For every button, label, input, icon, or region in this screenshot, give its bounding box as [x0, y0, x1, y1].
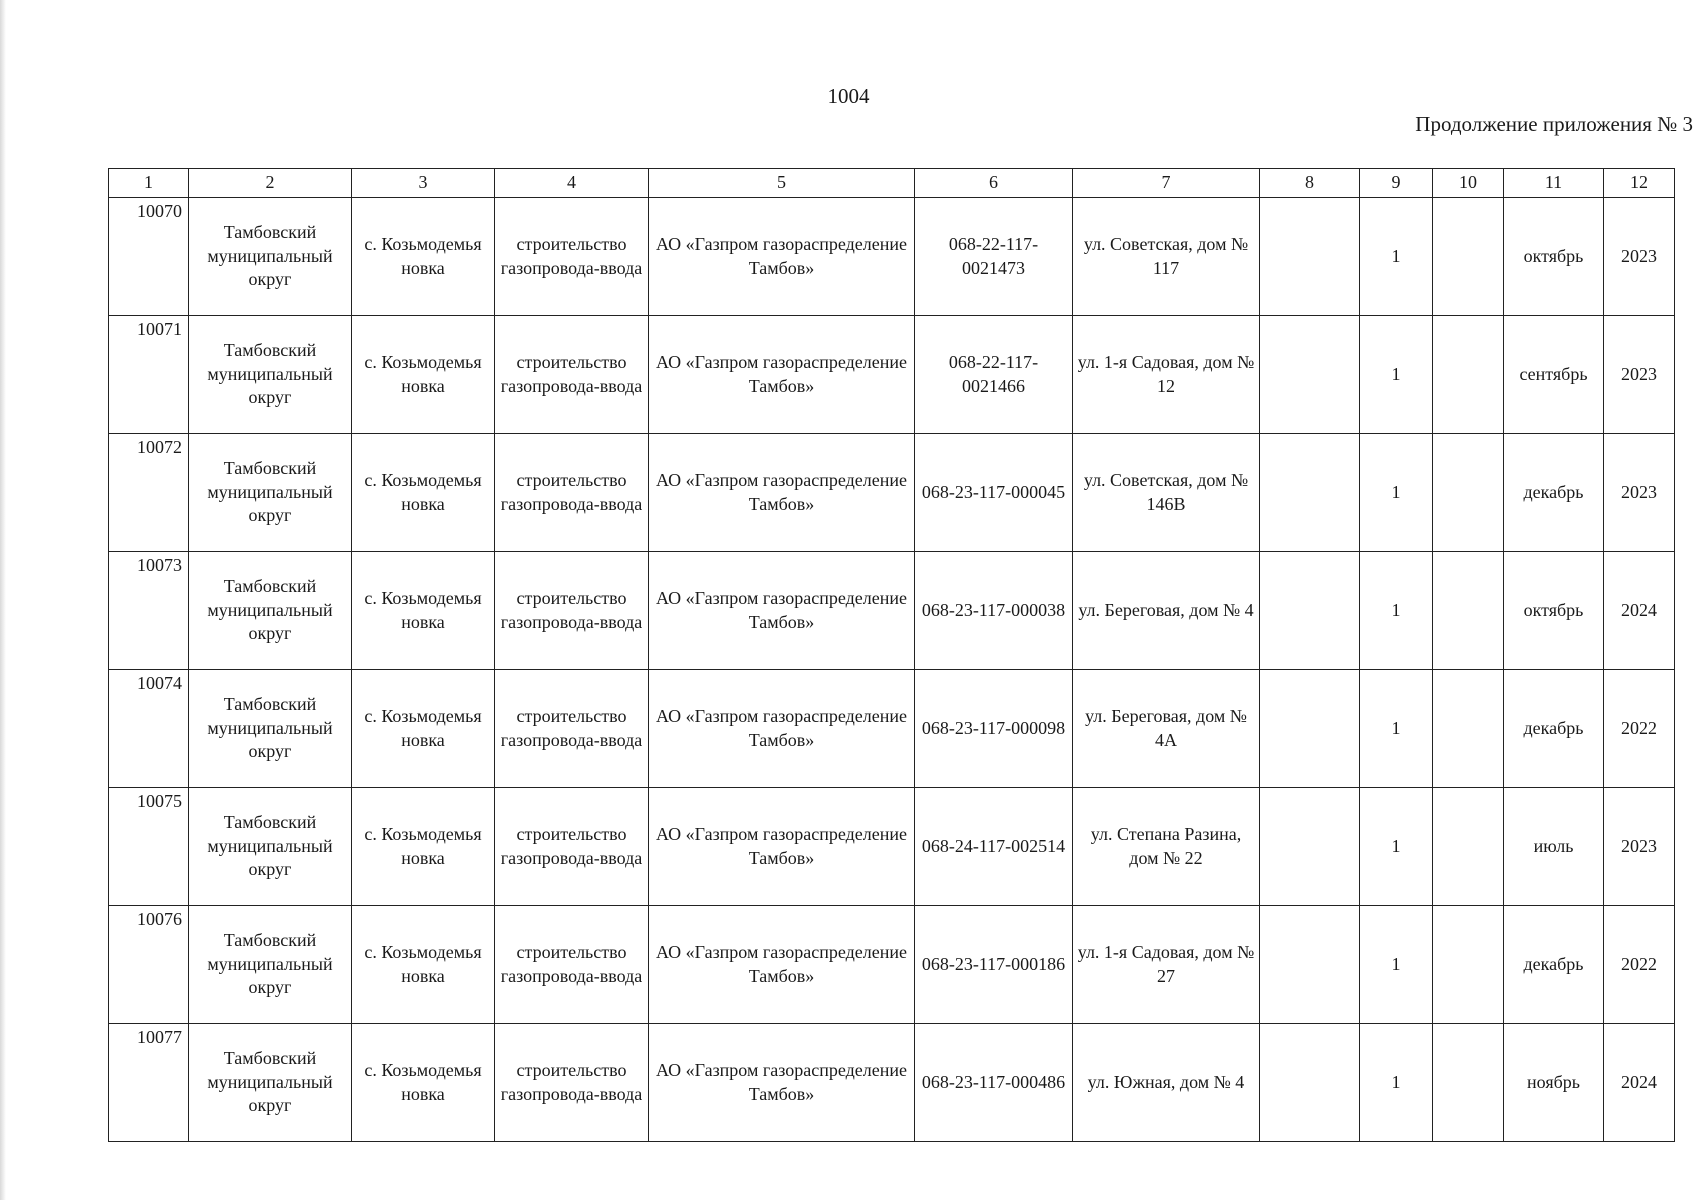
district-cell: Тамбовский муниципальный округ: [189, 316, 352, 434]
month-cell: декабрь: [1504, 670, 1604, 788]
district-cell: Тамбовский муниципальный округ: [189, 670, 352, 788]
work-type-cell: строительство газопровода-ввода: [495, 1024, 649, 1142]
header-row: [109, 169, 1675, 198]
column-8-cell: [1260, 434, 1360, 552]
district-cell: Тамбовский муниципальный округ: [189, 788, 352, 906]
registry-code-cell: 068-22-117-0021473: [915, 198, 1073, 316]
settlement-cell: с. Козьмодемья новка: [352, 434, 495, 552]
column-header-7: 7: [1073, 169, 1260, 198]
column-header-5: 5: [649, 169, 915, 198]
settlement-cell: с. Козьмодемья новка: [352, 198, 495, 316]
organization-cell: АО «Газпром газораспределение Тамбов»: [649, 316, 915, 434]
month-cell: ноябрь: [1504, 1024, 1604, 1142]
work-type-cell: строительство газопровода-ввода: [495, 316, 649, 434]
district-cell: Тамбовский муниципальный округ: [189, 1024, 352, 1142]
settlement-cell: с. Козьмодемья новка: [352, 1024, 495, 1142]
address-cell: ул. Береговая, дом № 4: [1073, 552, 1260, 670]
year-cell: 2023: [1604, 434, 1675, 552]
row-number-cell: 10073: [109, 552, 189, 670]
organization-cell: АО «Газпром газораспределение Тамбов»: [649, 670, 915, 788]
district-cell: Тамбовский муниципальный округ: [189, 906, 352, 1024]
row-number-cell: 10070: [109, 198, 189, 316]
quantity-cell: 1: [1360, 552, 1433, 670]
column-header-10: 10: [1433, 169, 1504, 198]
registry-code-cell: 068-24-117-002514: [915, 788, 1073, 906]
work-type-cell: строительство газопровода-ввода: [495, 670, 649, 788]
column-header-9: 9: [1360, 169, 1433, 198]
registry-table: [108, 168, 1675, 1142]
column-header-1: 1: [109, 169, 189, 198]
table-header: [109, 169, 1675, 198]
organization-cell: АО «Газпром газораспределение Тамбов»: [649, 552, 915, 670]
table-row: [109, 788, 1675, 906]
year-cell: 2023: [1604, 316, 1675, 434]
column-10-cell: [1433, 788, 1504, 906]
column-8-cell: [1260, 552, 1360, 670]
column-header-6: 6: [915, 169, 1073, 198]
organization-cell: АО «Газпром газораспределение Тамбов»: [649, 906, 915, 1024]
table-row: [109, 316, 1675, 434]
year-cell: 2024: [1604, 552, 1675, 670]
quantity-cell: 1: [1360, 788, 1433, 906]
district-cell: Тамбовский муниципальный округ: [189, 552, 352, 670]
month-cell: июль: [1504, 788, 1604, 906]
quantity-cell: 1: [1360, 670, 1433, 788]
column-10-cell: [1433, 670, 1504, 788]
column-header-8: 8: [1260, 169, 1360, 198]
column-8-cell: [1260, 788, 1360, 906]
month-cell: декабрь: [1504, 906, 1604, 1024]
month-cell: октябрь: [1504, 198, 1604, 316]
settlement-cell: с. Козьмодемья новка: [352, 906, 495, 1024]
work-type-cell: строительство газопровода-ввода: [495, 906, 649, 1024]
address-cell: ул. 1-я Садовая, дом № 12: [1073, 316, 1260, 434]
table-row: [109, 670, 1675, 788]
table-row: [109, 198, 1675, 316]
address-cell: ул. Береговая, дом № 4А: [1073, 670, 1260, 788]
settlement-cell: с. Козьмодемья новка: [352, 316, 495, 434]
registry-code-cell: 068-23-117-000098: [915, 670, 1073, 788]
year-cell: 2024: [1604, 1024, 1675, 1142]
column-8-cell: [1260, 198, 1360, 316]
address-cell: ул. Южная, дом № 4: [1073, 1024, 1260, 1142]
work-type-cell: строительство газопровода-ввода: [495, 198, 649, 316]
address-cell: ул. Советская, дом № 117: [1073, 198, 1260, 316]
quantity-cell: 1: [1360, 316, 1433, 434]
column-8-cell: [1260, 906, 1360, 1024]
scan-edge-shadow: [0, 0, 6, 1200]
quantity-cell: 1: [1360, 198, 1433, 316]
address-cell: ул. Степана Разина, дом № 22: [1073, 788, 1260, 906]
row-number-cell: 10071: [109, 316, 189, 434]
registry-code-cell: 068-22-117-0021466: [915, 316, 1073, 434]
table-row: [109, 552, 1675, 670]
work-type-cell: строительство газопровода-ввода: [495, 552, 649, 670]
table-row: [109, 1024, 1675, 1142]
column-header-11: 11: [1504, 169, 1604, 198]
registry-code-cell: 068-23-117-000186: [915, 906, 1073, 1024]
registry-code-cell: 068-23-117-000486: [915, 1024, 1073, 1142]
column-8-cell: [1260, 1024, 1360, 1142]
registry-code-cell: 068-23-117-000038: [915, 552, 1073, 670]
settlement-cell: с. Козьмодемья новка: [352, 670, 495, 788]
table-row: [109, 906, 1675, 1024]
column-10-cell: [1433, 434, 1504, 552]
district-cell: Тамбовский муниципальный округ: [189, 434, 352, 552]
quantity-cell: 1: [1360, 434, 1433, 552]
column-10-cell: [1433, 552, 1504, 670]
work-type-cell: строительство газопровода-ввода: [495, 434, 649, 552]
district-cell: Тамбовский муниципальный округ: [189, 198, 352, 316]
column-10-cell: [1433, 198, 1504, 316]
organization-cell: АО «Газпром газораспределение Тамбов»: [649, 434, 915, 552]
column-10-cell: [1433, 316, 1504, 434]
table-row: [109, 434, 1675, 552]
address-cell: ул. 1-я Садовая, дом № 27: [1073, 906, 1260, 1024]
year-cell: 2023: [1604, 198, 1675, 316]
organization-cell: АО «Газпром газораспределение Тамбов»: [649, 1024, 915, 1142]
year-cell: 2023: [1604, 788, 1675, 906]
column-header-4: 4: [495, 169, 649, 198]
year-cell: 2022: [1604, 670, 1675, 788]
column-10-cell: [1433, 1024, 1504, 1142]
quantity-cell: 1: [1360, 906, 1433, 1024]
row-number-cell: 10075: [109, 788, 189, 906]
column-8-cell: [1260, 670, 1360, 788]
column-8-cell: [1260, 316, 1360, 434]
appendix-continuation-note: Продолжение приложения № 3: [1415, 112, 1693, 136]
column-header-2: 2: [189, 169, 352, 198]
registry-code-cell: 068-23-117-000045: [915, 434, 1073, 552]
row-number-cell: 10076: [109, 906, 189, 1024]
row-number-cell: 10072: [109, 434, 189, 552]
row-number-cell: 10074: [109, 670, 189, 788]
table-body: [109, 198, 1675, 1142]
column-header-3: 3: [352, 169, 495, 198]
organization-cell: АО «Газпром газораспределение Тамбов»: [649, 198, 915, 316]
work-type-cell: строительство газопровода-ввода: [495, 788, 649, 906]
row-number-cell: 10077: [109, 1024, 189, 1142]
month-cell: октябрь: [1504, 552, 1604, 670]
column-10-cell: [1433, 906, 1504, 1024]
quantity-cell: 1: [1360, 1024, 1433, 1142]
year-cell: 2022: [1604, 906, 1675, 1024]
organization-cell: АО «Газпром газораспределение Тамбов»: [649, 788, 915, 906]
month-cell: декабрь: [1504, 434, 1604, 552]
settlement-cell: с. Козьмодемья новка: [352, 552, 495, 670]
month-cell: сентябрь: [1504, 316, 1604, 434]
column-header-12: 12: [1604, 169, 1675, 198]
page-number: 1004: [827, 84, 870, 108]
settlement-cell: с. Козьмодемья новка: [352, 788, 495, 906]
address-cell: ул. Советская, дом № 146В: [1073, 434, 1260, 552]
